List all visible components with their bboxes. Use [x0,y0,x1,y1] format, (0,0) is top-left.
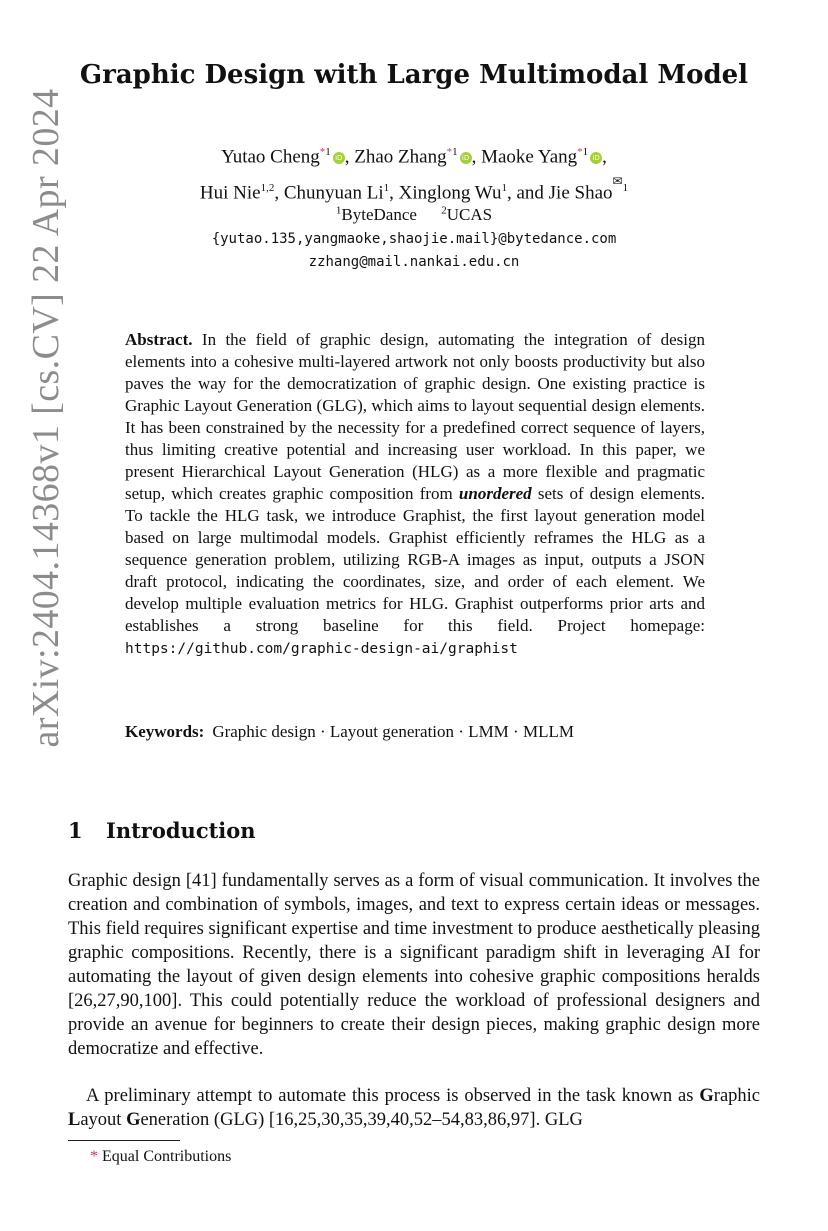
affiliation-marker: 1 [335,204,342,216]
acronym-letter: L [68,1110,81,1130]
author-name: Maoke Yang [481,146,578,168]
author-affil: 1 [501,182,507,195]
section-title: Introduction [106,818,256,843]
author-name: Jie Shao [548,182,613,204]
author-separator: , [274,182,284,204]
envelope-icon: ✉ [612,174,623,189]
affiliation-2 [441,205,492,224]
footnote [90,1148,231,1166]
author-affil: 1,2 [260,182,275,195]
author-separator: , [344,146,355,168]
footnote-text: Equal Contributions [102,1148,232,1165]
footnote-divider [68,1140,180,1141]
paper-title: Graphic Design with Large Multimodal Model [79,60,749,90]
author-separator: , [389,182,399,204]
intro-text: Graphic design [41] fundamentally serves as a form of visual communication. It involves the creation and combination of symbols, images, and text to express certain ideas or messages. This field requires significant expertise and time investment to produce aesthetically pleasing graphic compositions. Recently, there is a significant paradigm shift in leveraging AI for automating the layout of given design elements into cohesive graphic compositions heralds [26,27,90,100]. This could potentially reduce the workload of professional designers and provide an avenue for beginners to create their design pieces, making graphic design more democratize and effective. [68,871,760,1059]
orcid-icon[interactable]: iD [333,152,345,164]
author-separator: , [602,146,607,168]
keywords-label: Keywords: [125,722,205,741]
acronym-letter: G [699,1086,714,1106]
author-affil: 1 [452,146,458,158]
author-separator: , and [506,182,549,204]
equal-contribution-marker: * [446,146,453,158]
email-line-1[interactable]: {yutao.135,yangmaoke,shaojie.mail}@bytedance.com [211,231,617,247]
intro-paragraph-2 [68,1084,760,1132]
abstract-text-continued: sets of design elements. To tackle the HLG task, we introduce Graphist, the first layout generation model based on large multimodal models. Graphist efficiently reframes the HLG as a sequence generation problem, utilizing RGB-A images as input, outputs a JSON draft protocol, indicating the coordinates, size, and order of each element. We develop multiple evaluation metrics for HLG. Graphist outperforms prior arts and establishes a strong baseline for this field. Project homepage: [125,484,706,635]
email-line-2[interactable]: zzhang@mail.nankai.edu.cn [308,254,520,270]
section-number: 1 [68,818,83,843]
abstract-emphasis: unordered [458,484,532,503]
acronym-word: ayout [80,1110,122,1130]
author-name: Xinglong Wu [398,182,502,204]
orcid-icon[interactable]: iD [460,152,472,164]
footnote-marker: * [90,1148,98,1165]
acronym-word: raphic [713,1086,761,1106]
abstract-text: In the field of graphic design, automating the integration of design elements into a cohesive multi-layered artwork not only boosts productivity but also paves the way for the democratization of graphic design. One existing practice is Graphic Layout Generation (GLG), which aims to layout sequential design elements. It has been constrained by the necessity for a predefined correct sequence of layers, thus limiting creative potential and increasing user workload. In this paper, we present Hierarchical Layout Generation (HLG) as a more flexible and pragmatic setup, which creates graphic composition from [125,330,706,503]
affiliation-name: UCAS [446,204,493,224]
intro-paragraph-1 [68,869,760,1061]
author-name: Zhao Zhang [354,146,447,168]
affiliation-marker: 2 [441,204,447,216]
abstract [125,329,705,660]
affiliation-1 [336,205,417,224]
project-homepage-link[interactable]: https://github.com/graphic-design-ai/graphist [125,641,518,657]
author-line-1 [0,140,828,169]
arxiv-id: arXiv:2404.14368v1 [cs.CV] 22 Apr 2024 [25,88,67,748]
keywords-text: Graphic design · Layout generation · LMM · MLLM [212,722,574,741]
author-affil: 1 [383,182,390,195]
acronym-word: eneration [140,1110,210,1130]
author-list [0,140,828,206]
equal-contribution-marker: * [319,146,326,158]
intro-text-continued: (GLG) [16,25,30,35,39,40,52–54,83,86,97]. GLG [213,1110,583,1130]
author-affil: 1 [325,146,331,158]
orcid-icon[interactable]: iD [590,152,602,164]
author-name: Chunyuan Li [283,182,384,204]
author-affil: 1 [582,146,589,158]
abstract-label: Abstract. [125,330,193,349]
acronym-letter: G [126,1110,141,1130]
section-heading [68,818,256,843]
author-separator: , [471,146,482,168]
author-name: Hui Nie [199,182,261,204]
author-line-2 [0,169,828,205]
keywords [125,722,574,742]
equal-contribution-marker: * [577,146,583,158]
author-affil: 1 [622,182,629,195]
intro-text: A preliminary attempt to automate this process is observed in the task known as [86,1086,694,1106]
author-name: Yutao Cheng [221,146,320,168]
affiliations [0,204,828,225]
affiliation-name: ByteDance [341,204,417,224]
